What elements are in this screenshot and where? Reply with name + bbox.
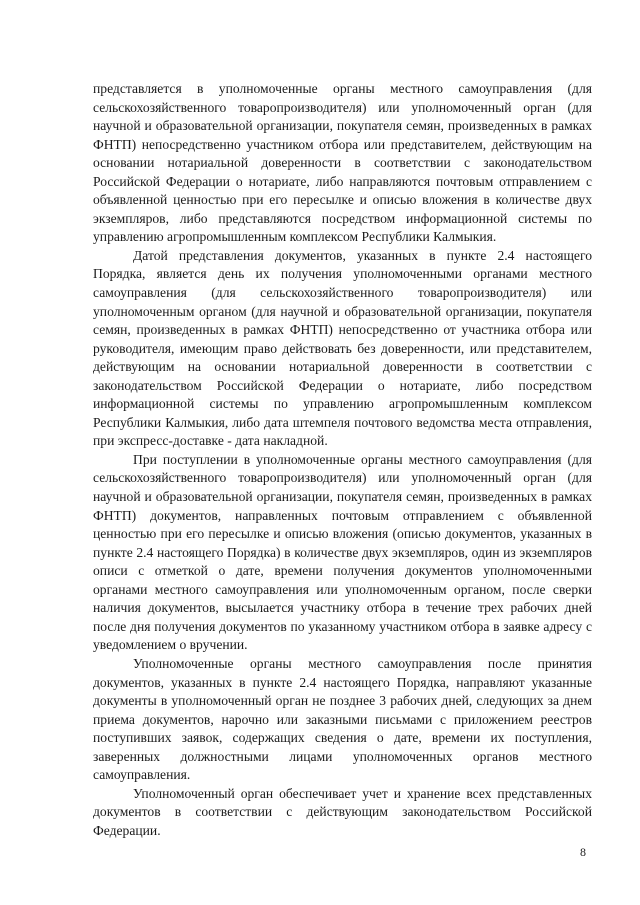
paragraph-3: При поступлении в уполномоченные органы местного самоуправления (для сельскохозяйственного товаропроизводителя) или уполномоченный орган (для научной и образовательной организации, покупателя семян, произведенных в рамках ФНТП) документов, направленных почтовым отправлением с объявленной ценностью при его пересылке и описью вложения (описью документов, указанных в пункте 2.4 настоящего Порядка) в количестве двух экземпляров, один из экземпляров описи с отметкой о дате, времени получения документов уполномоченными органами местного самоуправления или уполномоченным органом, после сверки наличия документов, высылается участнику отбора в течение трех рабочих дней после дня получения документов по указанному участником отбора в заявке адресу с уведомлением о вручении.: [93, 451, 592, 653]
paragraph-5: Уполномоченный орган обеспечивает учет и хранение всех представленных документов в соответствии с действующим законодательством Российской Федерации.: [93, 785, 592, 838]
paragraph-2: Датой представления документов, указанных в пункте 2.4 настоящего Порядка, является день их получения уполномоченными органами местного самоуправления (для сельскохозяйственного товаропроизводителя) или уполномоченным органом (для научной и образовательной организации, покупателя семян, произведенных в рамках ФНТП) непосредственно от участника отбора или руководителя, имеющим право действовать без доверенности, или представителем, действующим на основании нотариальной доверенности в соответствии с законодательством Российской Федерации о нотариате, либо посредством информационной системы по управлению агропромышленным комплексом Республики Калмыкия, либо дата штемпеля почтового ведомства места отправления, при экспресс-доставке - дата накладной.: [93, 247, 592, 449]
paragraph-4: Уполномоченные органы местного самоуправления после принятия документов, указанных в пункте 2.4 настоящего Порядка, направляют указанные документы в уполномоченный орган не позднее 3 рабочих дней, следующих за днем приема документов, нарочно или заказными письмами с приложением реестров поступивших заявок, содержащих сведения о дате, времени их поступления, заверенных должностными лицами уполномоченных органов местного самоуправления.: [93, 655, 592, 783]
page-number: 8: [580, 845, 586, 859]
paragraph-1: представляется в уполномоченные органы местного самоуправления (для сельскохозяйственного товаропроизводителя) или уполномоченный орган (для научной и образовательной организации, покупателя семян, произведенных в рамках ФНТП) непосредственно участником отбора или представителем, действующим на основании нотариальной доверенности в соответствии с законодательством Российской Федерации о нотариате, либо направляются почтовым отправлением с объявленной ценностью при его пересылке и описью вложения в количестве двух экземпляров, либо представляются посредством информационной системы по управлению агропромышленным комплексом Республики Калмыкия.: [93, 81, 592, 245]
document-body: [93, 80, 592, 840]
